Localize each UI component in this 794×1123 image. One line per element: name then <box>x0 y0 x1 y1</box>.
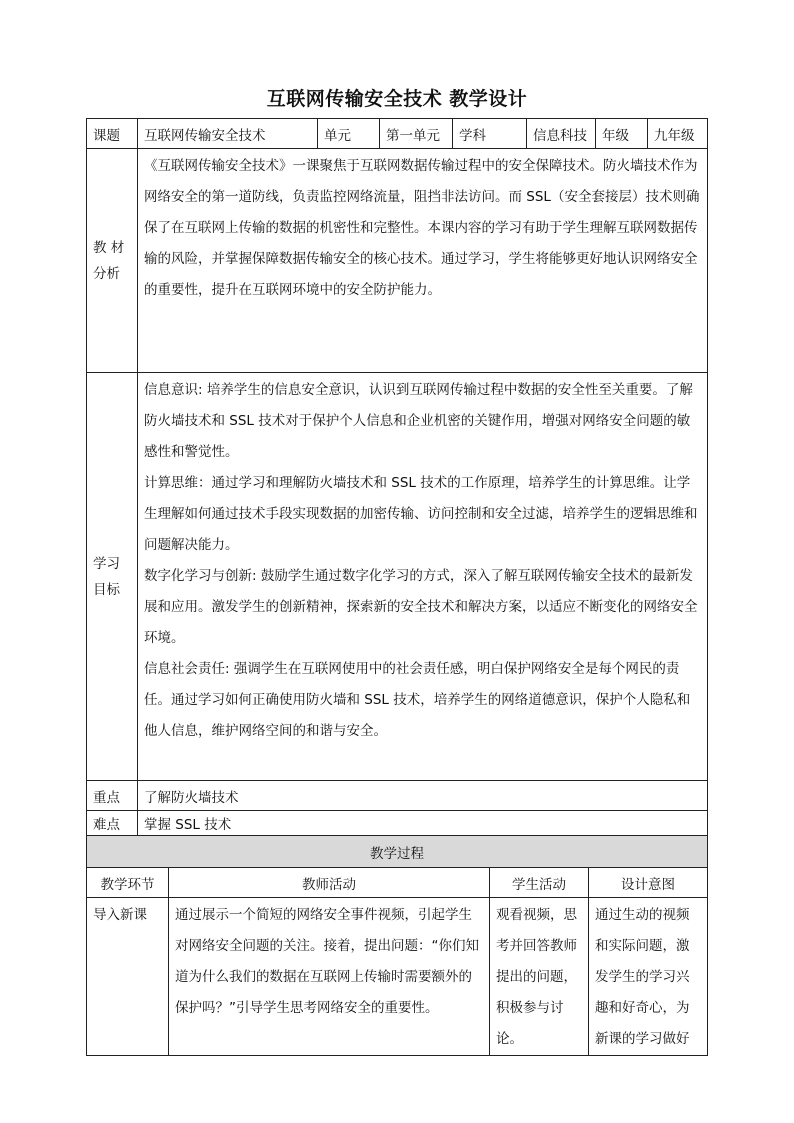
page-title: 互联网传输安全技术 教学设计 <box>266 88 528 110</box>
objectives-row <box>87 373 708 781</box>
col-student: 学生活动 <box>490 868 589 898</box>
process-header: 教学过程 <box>87 836 708 868</box>
analysis-label <box>87 149 138 373</box>
row1-student: 观看视频，思考并回答教师提出的问题，积极参与讨论。 <box>490 898 589 1056</box>
objectives-label-line1: 学习 <box>93 555 120 572</box>
row1-intent: 通过生动的视频和实际问题，激发学生的学习兴趣和好奇心，为新课的学习做好 <box>589 898 708 1056</box>
key-point-label: 重点 <box>87 781 138 811</box>
objectives-text-cell <box>138 373 708 781</box>
difficulty-row <box>87 811 708 836</box>
col-intent: 设计意图 <box>589 868 708 898</box>
teaching-process-table <box>86 835 708 1056</box>
objective-digital-learning: 数字化学习与创新: 鼓励学生通过数字化学习的方式，深入了解互联网传输安全技术的最新发展和应用。激发学生的创新精神，探索新的安全技术和解决方案，以适应不断变化的网络安全环境。 <box>144 568 698 646</box>
analysis-row <box>87 149 708 373</box>
lesson-info-table <box>86 118 708 836</box>
process-header-row <box>87 836 708 868</box>
objective-computational-thinking: 计算思维：通过学习和理解防火墙技术和 SSL 技术的工作原理，培养学生的计算思维。让学生理解如何通过技术手段实现数据的加密传输、访问控制和安全过滤，培养学生的逻辑思维和问题解决能力。 <box>144 475 698 553</box>
process-columns-row <box>87 868 708 898</box>
info-row <box>87 119 708 149</box>
course-label: 课题 <box>87 119 138 149</box>
grade-label: 年级 <box>596 119 648 149</box>
difficulty-value: 掌握 SSL 技术 <box>138 811 708 836</box>
analysis-label-line1: 教 材 <box>93 239 125 256</box>
row1-stage: 导入新课 <box>87 898 169 1056</box>
objective-info-awareness: 信息意识: 培养学生的信息安全意识，认识到互联网传输过程中数据的安全性至关重要。了解防火墙技术和 SSL 技术对于保护个人信息和企业机密的关键作用，增强对网络安全问题的敏感性和警觉性。 <box>144 382 693 460</box>
grade-value: 九年级 <box>648 119 708 149</box>
objectives-label-line2: 目标 <box>93 581 120 598</box>
subject-value: 信息科技 <box>527 119 596 149</box>
course-value: 互联网传输安全技术 <box>138 119 318 149</box>
col-stage: 教学环节 <box>87 868 169 898</box>
subject-label: 学科 <box>453 119 527 149</box>
unit-label: 单元 <box>318 119 380 149</box>
objective-social-responsibility: 信息社会责任: 强调学生在互联网使用中的社会责任感，明白保护网络安全是每个网民的责任。通过学习如何正确使用防火墙和 SSL 技术，培养学生的网络道德意识，保护个人隐私和他人信息，维护网络空间的和谐与安全。 <box>144 661 691 739</box>
analysis-text-cell <box>138 149 708 373</box>
row1-teacher: 通过展示一个简短的网络安全事件视频，引起学生对网络安全问题的关注。接着，提出问题：“你们知道为什么我们的数据在互联网上传输时需要额外的保护吗？”引导学生思考网络安全的重要性。 <box>169 898 490 1056</box>
col-teacher: 教师活动 <box>169 868 490 898</box>
analysis-text: 《互联网传输安全技术》一课聚焦于互联网数据传输过程中的安全保障技术。防火墙技术作为网络安全的第一道防线，负责监控网络流量，阻挡非法访问。而 SSL（安全套接层）技术则确保了在互联网上传输的数据的机密性和完整性。本课内容的学习有助于学生理解互联网数据传输的风险，并掌握保障数据传输安全的核心技术。通过学习，学生将能够更好地认识网络安全的重要性，提升在互联网环境中的安全防护能力。 <box>144 158 700 298</box>
process-row-intro <box>87 898 708 1056</box>
analysis-label-line2: 分析 <box>93 265 120 282</box>
unit-value: 第一单元 <box>380 119 453 149</box>
difficulty-label: 难点 <box>87 811 138 836</box>
objectives-label <box>87 373 138 781</box>
key-point-value: 了解防火墙技术 <box>138 781 708 811</box>
key-point-row <box>87 781 708 811</box>
